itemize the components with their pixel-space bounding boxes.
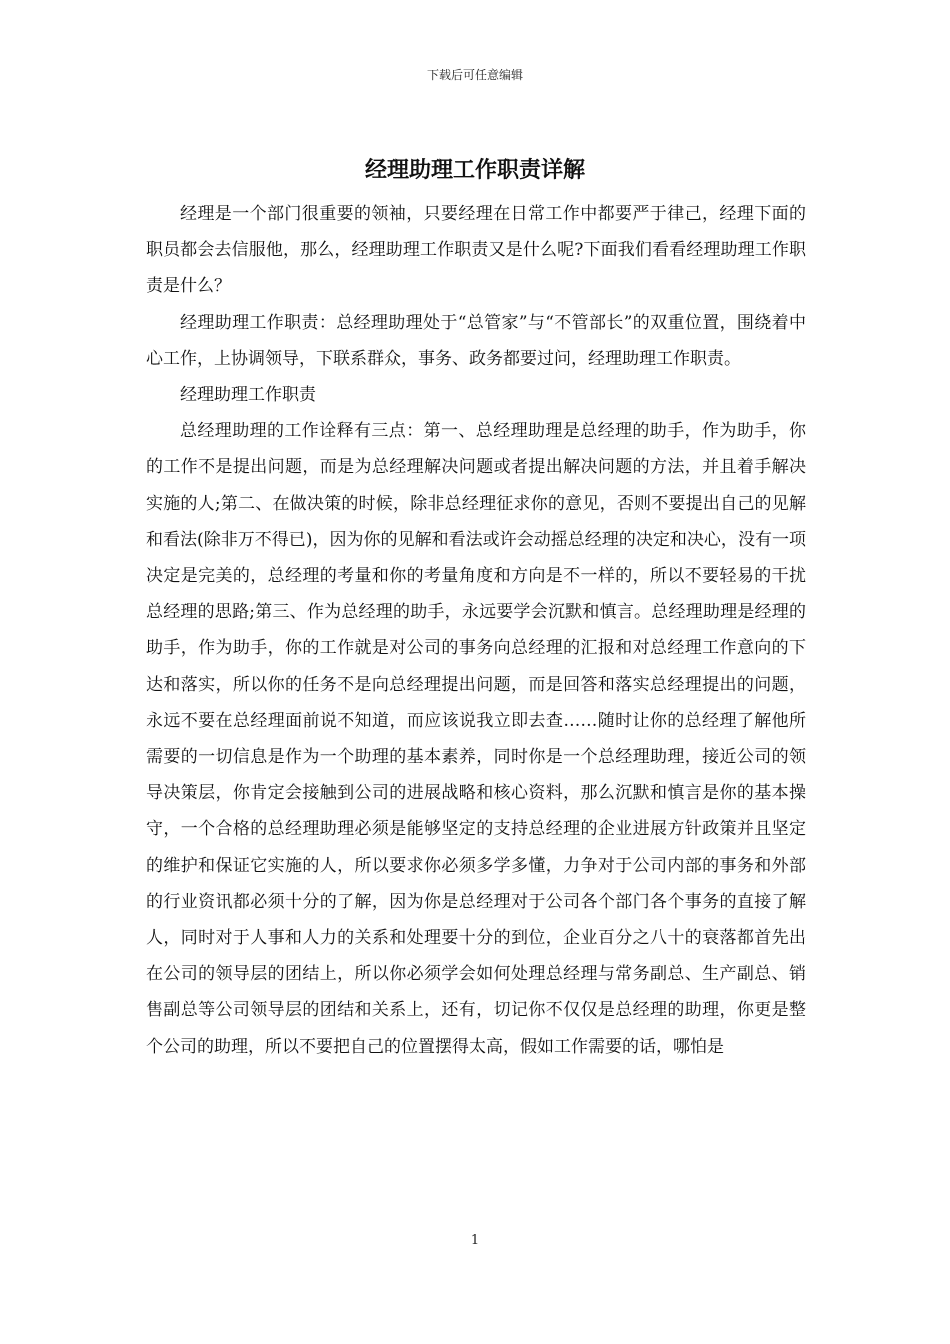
document-body (146, 196, 806, 1065)
header-note: 下载后可任意编辑 (426, 68, 523, 82)
paragraph-detail: 总经理助理的工作诠释有三点：第一、总经理助理是总经理的助手，作为助手，你的工作不是提出问题，而是为总经理解决问题或者提出解决问题的方法，并且着手解决实施的人;第二、在做决策的时候，除非总经理征求你的意见，否则不要提出自己的见解和看法(除非万不得已)，因为你的见解和看法或许会动摇总经理的决定和决心，没有一项决定是完美的，总经理的考量和你的考量角度和方向是不一样的，所以不要轻易的干扰总经理的思路;第三、作为总经理的助手，永远要学会沉默和慎言。总经理助理是经理的助手，作为助手，你的工作就是对公司的事务向总经理的汇报和对总经理工作意向的下达和落实，所以你的任务不是向总经理提出问题，而是回答和落实总经理提出的问题，永远不要在总经理面前说不知道，而应该说我立即去查……随时让你的总经理了解他所需要的一切信息是作为一个助理的基本素养，同时你是一个总经理助理，接近公司的领导决策层，你肯定会接触到公司的进展战略和核心资料，那么沉默和慎言是你的基本操守，一个合格的总经理助理必须是能够坚定的支持总经理的企业进展方针政策并且坚定的维护和保证它实施的人，所以要求你必须多学多懂，力争对于公司内部的事务和外部的行业资讯都必须十分的了解，因为你是总经理对于公司各个部门各个事务的直接了解人，同时对于人事和人力的关系和处理要十分的到位，企业百分之八十的衰落都首先出在公司的领导层的团结上，所以你必须学会如何处理总经理与常务副总、生产副总、销售副总等公司领导层的团结和关系上，还有，切记你不仅仅是总经理的助理，你更是整个公司的助理，所以不要把自己的位置摆得太高，假如工作需要的话，哪怕是 (146, 421, 806, 1057)
page-number: 1 (470, 1233, 480, 1248)
section-heading: 经理助理工作职责 (180, 385, 316, 406)
paragraph-intro: 经理是一个部门很重要的领袖，只要经理在日常工作中都要严于律己，经理下面的职员都会去信服他，那么，经理助理工作职责又是什么呢?下面我们看看经理助理工作职责是什么？ (146, 204, 806, 297)
document-title: 经理助理工作职责详解 (364, 157, 585, 183)
paragraph-role-summary: 经理助理工作职责：总经理助理处于“总管家”与“不管部长”的双重位置，围绕着中心工作，上协调领导，下联系群众，事务、政务都要过问，经理助理工作职责。 (146, 312, 806, 369)
